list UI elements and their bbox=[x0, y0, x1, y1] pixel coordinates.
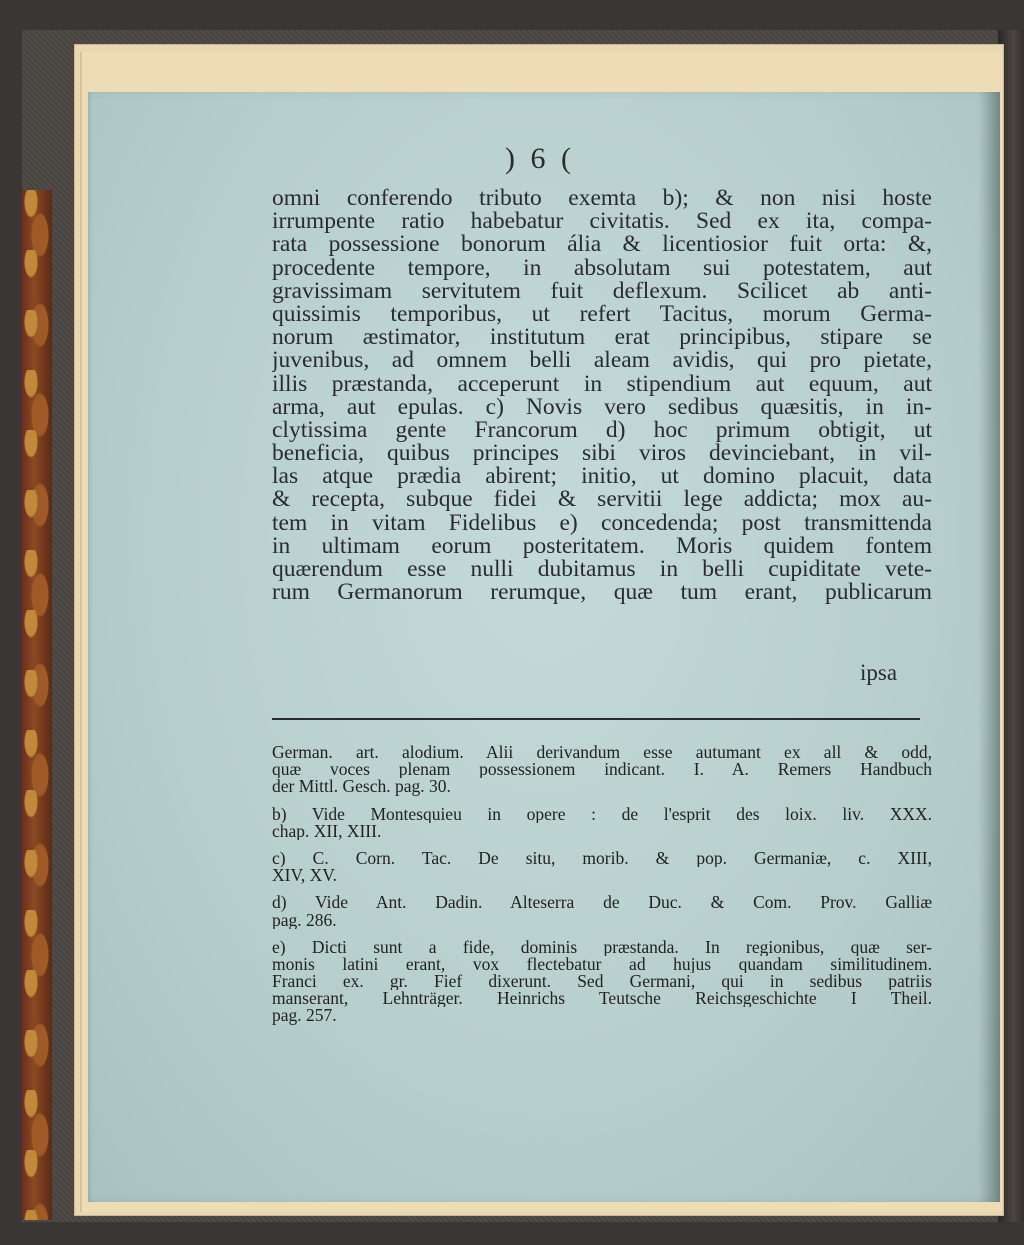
text-line: gravissimam servitutem fuit deflexum. Scilicet ab anti- bbox=[272, 279, 932, 303]
catchword: ipsa bbox=[860, 660, 898, 685]
text-line: omni conferendo tributo exemta b); & non nisi hoste bbox=[272, 187, 932, 211]
footnote-line: XIV, XV. bbox=[272, 867, 337, 885]
footnote bbox=[272, 850, 932, 884]
footnote-line: pag. 286. bbox=[272, 911, 337, 929]
text-line: tem in vitam Fidelibus e) concedenda; post transmittenda bbox=[272, 511, 932, 535]
marbled-board-edge bbox=[22, 190, 52, 1220]
text-line: illis præstanda, acceperunt in stipendium aut equum, aut bbox=[272, 372, 932, 396]
text-line: quærendum esse nulli dubitamus in belli cupiditate vete- bbox=[272, 558, 932, 582]
text-line: quissimis temporibus, ut refert Tacitus, morum Germa- bbox=[272, 302, 932, 327]
footnote-line: e) Dicti sunt a fide, dominis præstanda. In regionibus, quæ ser- bbox=[272, 938, 932, 956]
footnotes-block bbox=[272, 744, 932, 1025]
page-number: ) 6 ( bbox=[505, 142, 575, 175]
footnote-gap bbox=[272, 884, 932, 894]
text-line: in ultimam eorum posteritatem. Moris quidem fontem bbox=[272, 534, 932, 558]
text-line: rata possessione bonorum ália & licentiosior fuit orta: &, bbox=[272, 233, 932, 257]
footnote-gap bbox=[272, 929, 932, 939]
footnote-line: b) Vide Montesquieu in opere : de l'esprit des loix. liv. XXX. bbox=[272, 805, 932, 823]
footnote-line: c) C. Corn. Tac. De situ, morib. & pop. Germaniæ, c. XIII, bbox=[272, 849, 932, 868]
footnote bbox=[272, 894, 932, 928]
text-line: & recepta, subque fidei & servitii lege addicta; mox au- bbox=[272, 488, 932, 512]
text-line: arma, aut epulas. c) Novis vero sedibus quæsitis, in in- bbox=[272, 395, 932, 419]
footnote-gap bbox=[272, 796, 932, 806]
footnote-line: German. art. alodium. Alii derivandum esse autumant ex all & odd, bbox=[272, 744, 932, 762]
text-line: juvenibus, ad omnem belli aleam avidis, qui pro pietate, bbox=[272, 349, 932, 373]
footnote-line: chap. XII, XIII. bbox=[272, 822, 382, 840]
main-text-block bbox=[272, 187, 932, 604]
footnote-line: quæ voces plenam possessionem indicant. I. A. Remers Handbuch bbox=[272, 761, 932, 779]
footnote-line: d) Vide Ant. Dadin. Alteserra de Duc. & Com. Prov. Galliæ bbox=[272, 894, 932, 912]
footnote-separator-rule bbox=[272, 718, 920, 720]
footnote-line: monis latini erant, vox flectebatur ad hujus quandam similitudinem. bbox=[272, 955, 932, 974]
text-line: rum Germanorum rerumque, quæ tum erant, publicarum bbox=[272, 581, 932, 605]
footnote bbox=[272, 806, 932, 840]
text-line: irrumpente ratio habebatur civitatis. Sed ex ita, compa- bbox=[272, 210, 932, 234]
footnote-gap bbox=[272, 840, 932, 850]
footnote bbox=[272, 744, 932, 796]
footnote-line: pag. 257. bbox=[272, 1007, 337, 1025]
footnote-line: manserant, Lehnträger. Heinrichs Teutsche Reichsgeschichte I Theil. bbox=[272, 990, 932, 1008]
text-line: norum æstimator, institutum erat principibus, stipare se bbox=[272, 326, 932, 350]
text-line: clytissima gente Francorum d) hoc primum obtigit, ut bbox=[272, 418, 932, 443]
text-line: procedente tempore, in absolutam sui potestatem, aut bbox=[272, 256, 932, 280]
footnote-line: Franci ex. gr. Fief dixerunt. Sed Germani, qui in sedibus patriis bbox=[272, 973, 932, 991]
footnote-line: der Mittl. Gesch. pag. 30. bbox=[272, 778, 451, 796]
footnote bbox=[272, 939, 932, 1025]
text-line: beneficia, quibus principes sibi viros devinciebant, in vil- bbox=[272, 442, 932, 466]
text-line: las atque prædia abirent; initio, ut domino placuit, data bbox=[272, 465, 932, 489]
page-gutter-shadow bbox=[978, 92, 1000, 1202]
